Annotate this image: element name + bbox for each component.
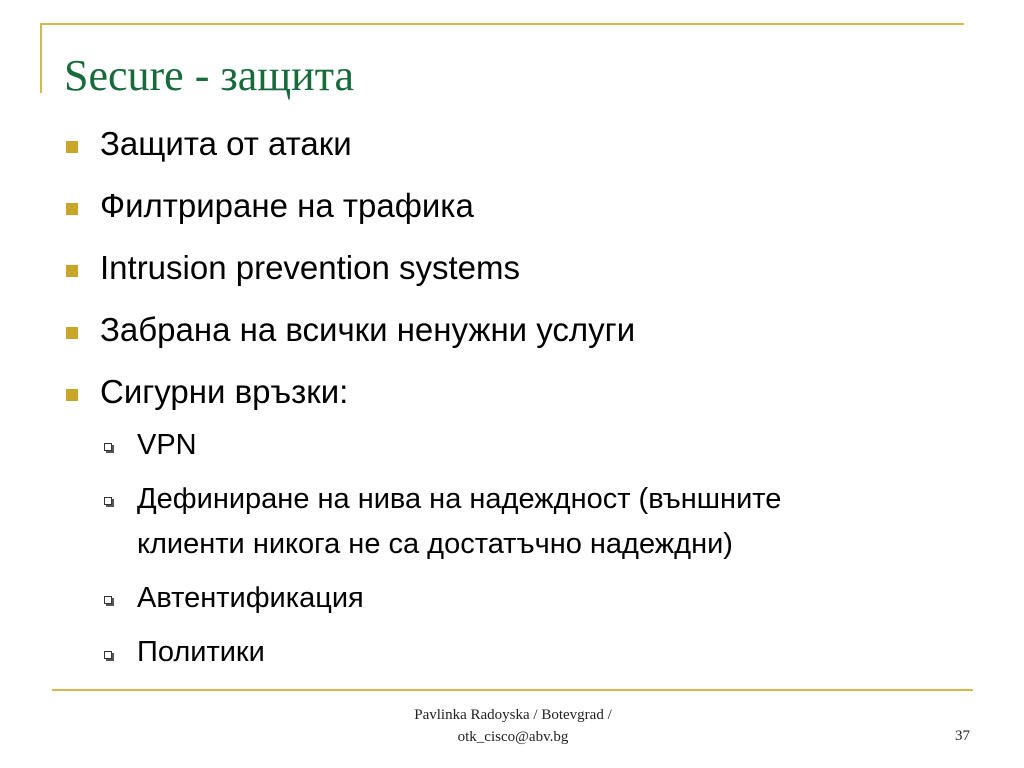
sub-bullet-item: VPN xyxy=(137,429,197,461)
footer-email: otk_cisco@abv.bg xyxy=(457,729,569,745)
hollow-square-bullet-icon xyxy=(104,443,112,451)
footer-author-line: Pavlinka Radoyska / Botevgrad / xyxy=(414,707,612,723)
sub-bullet-item: Автентификация xyxy=(137,582,364,614)
sub-bullet-item: Дефиниране на нива на надеждност (външните xyxy=(137,483,782,515)
footer-rule xyxy=(52,689,973,691)
bullet-item: Филтриране на трафика xyxy=(100,187,474,224)
square-bullet-icon xyxy=(66,203,78,215)
slide-title: Secure - защита xyxy=(64,51,354,100)
square-bullet-icon xyxy=(66,327,78,339)
page-number: 37 xyxy=(955,728,970,744)
square-bullet-icon xyxy=(66,141,78,153)
hollow-square-bullet-icon xyxy=(104,497,112,505)
bullet-item: Защита от атаки xyxy=(100,125,352,162)
sub-bullet-item-continuation: клиенти никога не са достатъчно надеждни) xyxy=(137,528,733,560)
square-bullet-icon xyxy=(66,265,78,277)
hollow-square-bullet-icon xyxy=(104,596,112,604)
square-bullet-icon xyxy=(66,389,78,401)
footer-author xyxy=(360,704,666,748)
hollow-square-bullet-icon xyxy=(104,651,112,659)
bullet-item: Забрана на всички ненужни услуги xyxy=(100,311,636,348)
bullet-item: Intrusion prevention systems xyxy=(100,249,521,286)
bullet-item: Сигурни връзки: xyxy=(100,373,349,410)
sub-bullet-item: Политики xyxy=(137,636,265,668)
